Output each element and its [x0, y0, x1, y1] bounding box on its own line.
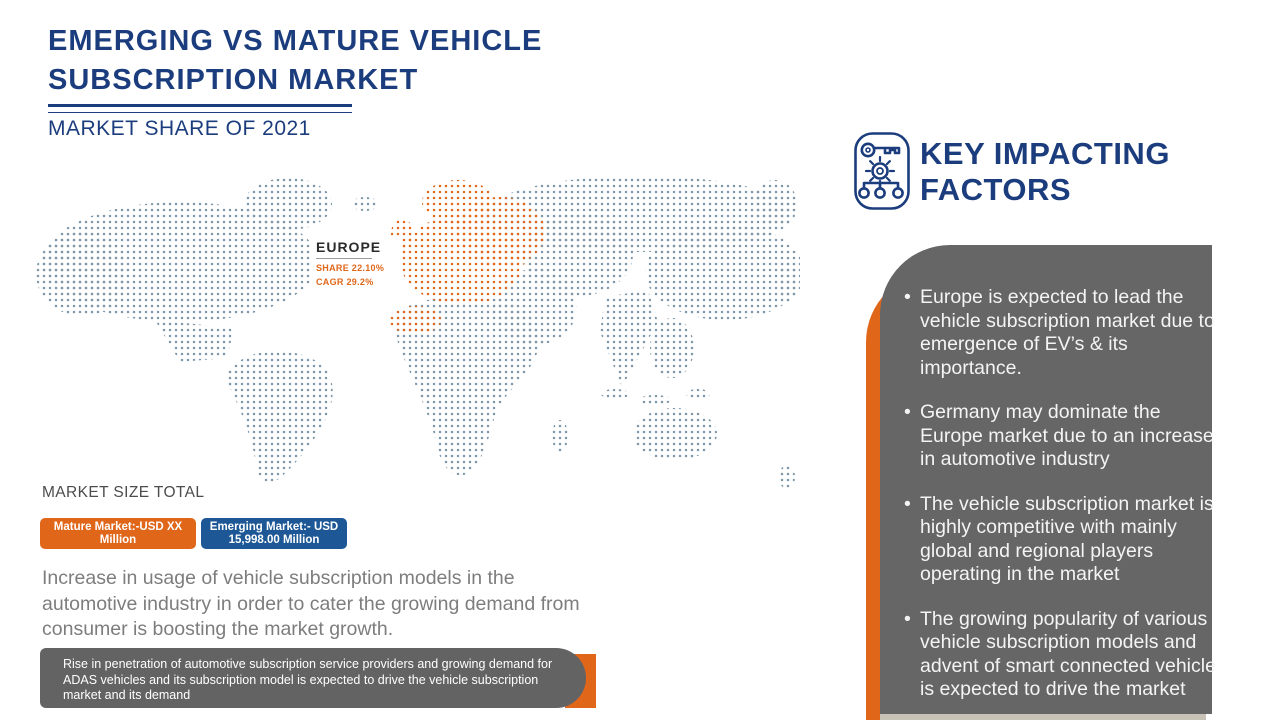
- market-size-heading: MARKET SIZE TOTAL: [42, 484, 205, 501]
- map-region-iceland: [352, 197, 378, 211]
- key-factor-item: [904, 286, 1222, 380]
- emerging-market-badge: Emerging Market:- USD 15,998.00 Million: [201, 518, 347, 549]
- market-description: Increase in usage of vehicle subscription models in the automotive industry in order to cater the growing demand from consumer is boosting the market growth.: [42, 567, 580, 640]
- key-factors-heading: KEY IMPACTING FACTORS: [920, 136, 1170, 207]
- key-factor-text: Europe is expected to lead the vehicle subscription market due to emergence of EV’s & its importance.: [920, 286, 1215, 379]
- map-region-australia: [633, 408, 795, 489]
- key-factor-text: Germany may dominate the Europe market due to an increase in automotive industry: [920, 401, 1214, 470]
- europe-share-value: SHARE 22.10%: [316, 263, 385, 273]
- page-subtitle: MARKET SHARE OF 2021: [48, 117, 311, 140]
- key-gear-icon: [853, 131, 911, 211]
- europe-callout: [312, 237, 402, 291]
- page-title: EMERGING VS MATURE VEHICLE SUBSCRIPTION MARKET: [48, 25, 543, 96]
- mature-market-badge: Mature Market:-USD XX Million: [40, 518, 196, 549]
- key-factor-item: [904, 608, 1222, 702]
- map-region-south-america: [226, 351, 333, 482]
- europe-region-label: EUROPE: [316, 239, 372, 259]
- europe-cagr-value: CAGR 29.2%: [316, 277, 374, 287]
- key-factor-item: [904, 401, 1222, 472]
- key-factors-list: [884, 286, 1222, 720]
- world-map: [30, 172, 800, 504]
- key-factor-text: The growing popularity of various vehicle subscription models and advent of smart connected vehicle is expected to drive the market: [920, 607, 1216, 700]
- title-underline: [48, 104, 352, 113]
- quote-text: Rise in penetration of automotive subscription service providers and growing demand for ADAS vehicles and its subscription model is expected to drive the vehicle subscription market and its demand: [63, 657, 553, 702]
- map-region-north-america: [36, 178, 332, 362]
- quote-box: [40, 648, 586, 708]
- key-factor-text: The vehicle subscription market is highly competitive with mainly global and regional players operating in the market: [920, 492, 1214, 585]
- key-factor-item: [904, 493, 1222, 587]
